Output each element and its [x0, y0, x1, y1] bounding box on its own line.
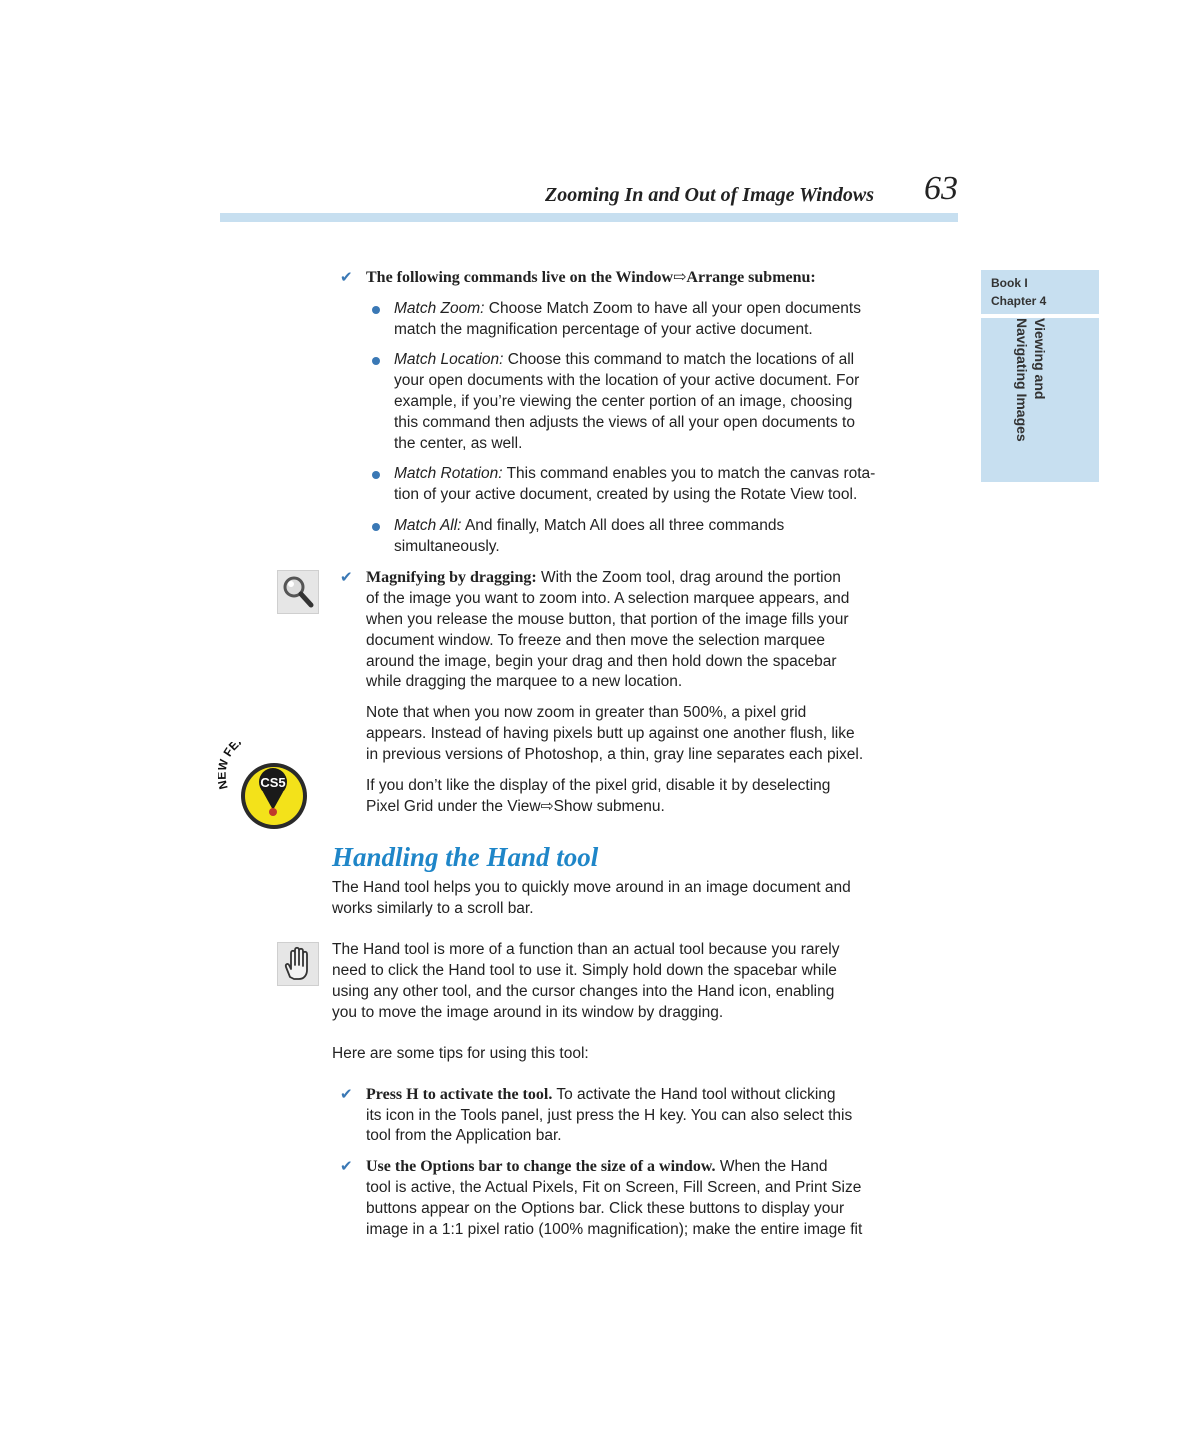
text-line: need to click the Hand tool to use it. Simply hold down the spacebar while — [332, 962, 837, 979]
term-match-location: Match Location: — [394, 351, 504, 368]
tip-options-bar: Use the Options bar to change the size of a window. When the Hand — [366, 1158, 828, 1175]
text-line: The Hand tool is more of a function than an actual tool because you rarely — [332, 941, 840, 958]
text-line: this command then adjusts the views of all your open documents to — [394, 414, 855, 431]
running-head — [220, 172, 958, 212]
text-line: image in a 1:1 pixel ratio (100% magnification); make the entire image fit — [366, 1221, 863, 1238]
header-rule — [220, 213, 958, 222]
list-item-match-location: Match Location: Choose this command to match the locations of all — [394, 351, 855, 368]
bullet-icon — [372, 306, 380, 314]
text-line: If you don’t like the display of the pixel grid, disable it by deselecting — [366, 777, 831, 794]
zoom-tool-icon — [277, 570, 319, 614]
side-tab-book: Book I — [991, 276, 1028, 290]
check-bullet-icon: ✔ — [340, 569, 353, 586]
text-line: around the image, begin your drag and then hold down the spacebar — [366, 653, 837, 670]
tip-options-bar-lead: Use the Options bar to change the size of a window. — [366, 1158, 716, 1175]
text-line: Pixel Grid under the View⇨Show submenu. — [366, 798, 665, 815]
term-match-zoom: Match Zoom: — [394, 300, 485, 317]
magnify-lead: Magnifying by dragging: — [366, 569, 537, 586]
text-line: its icon in the Tools panel, just press the H key. You can also select this — [366, 1107, 853, 1124]
new-feature-badge — [218, 742, 314, 834]
side-tab-book-chapter — [981, 270, 1099, 314]
hand-tool-icon — [277, 942, 319, 986]
badge-label: CS5 — [260, 775, 286, 790]
side-tab-topic — [981, 318, 1099, 482]
bullet-icon — [372, 357, 380, 365]
text-line: of the image you want to zoom into. A selection marquee appears, and — [366, 590, 850, 607]
side-tab-topic-line2: Navigating Images — [1014, 318, 1030, 442]
tip-press-h-lead: Press H to activate the tool. — [366, 1086, 553, 1103]
tip-press-h: Press H to activate the tool. To activate the Hand tool without clicking — [366, 1086, 836, 1103]
text-line: using any other tool, and the cursor changes into the Hand icon, enabling — [332, 983, 835, 1000]
side-tab-chapter: Chapter 4 — [991, 294, 1047, 308]
running-title: Zooming In and Out of Image Windows — [545, 184, 874, 206]
text-line: tool is active, the Actual Pixels, Fit on Screen, Fill Screen, and Print Size — [366, 1179, 862, 1196]
badge-top-text: FE — [220, 742, 242, 760]
list1-lead: The following commands live on the Window⇨Arrange submenu: — [366, 269, 816, 286]
list-item-match-all: Match All: And finally, Match All does all three commands — [394, 517, 785, 534]
magnify-first-line: Magnifying by dragging: With the Zoom tool, drag around the portion — [366, 569, 841, 586]
term-match-all: Match All: — [394, 517, 462, 534]
text-line: The Hand tool helps you to quickly move around in an image document and — [332, 879, 851, 896]
text-line: match the magnification percentage of your active document. — [394, 321, 813, 338]
text-line: works similarly to a scroll bar. — [332, 900, 534, 917]
text-line: tion of your active document, created by using the Rotate View tool. — [394, 486, 858, 503]
text-line: document window. To freeze and then move the selection marquee — [366, 632, 825, 649]
text-line: appears. Instead of having pixels butt up against one another flush, like — [366, 725, 855, 742]
text-line: buttons appear on the Options bar. Click these buttons to display your — [366, 1200, 845, 1217]
bullet-icon — [372, 523, 380, 531]
text-line: simultaneously. — [394, 538, 500, 555]
section-heading: Handling the Hand tool — [332, 842, 599, 872]
side-tab-topic-line1: Viewing and — [1032, 318, 1048, 400]
text-line: tool from the Application bar. — [366, 1127, 562, 1144]
check-bullet-icon: ✔ — [340, 1086, 353, 1103]
bullet-icon — [372, 471, 380, 479]
text-line: your open documents with the location of your active document. For — [394, 372, 860, 389]
page-number: 63 — [924, 170, 958, 207]
term-match-rotation: Match Rotation: — [394, 465, 503, 482]
text-line: example, if you’re viewing the center portion of an image, choosing — [394, 393, 853, 410]
text-line: Note that when you now zoom in greater than 500%, a pixel grid — [366, 704, 807, 721]
check-bullet-icon: ✔ — [340, 1158, 353, 1175]
tips-intro: Here are some tips for using this tool: — [332, 1045, 589, 1062]
list-item-match-zoom: Match Zoom: Choose Match Zoom to have all your open documents — [394, 300, 861, 317]
text-line: you to move the image around in its window by dragging. — [332, 1004, 724, 1021]
text-line: when you release the mouse button, that portion of the image fills your — [366, 611, 849, 628]
text-line: while dragging the marquee to a new location. — [366, 673, 683, 690]
check-bullet-icon: ✔ — [340, 269, 353, 286]
text-line: the center, as well. — [394, 435, 523, 452]
text-line: in previous versions of Photoshop, a thin, gray line separates each pixel. — [366, 746, 864, 763]
list-item-match-rotation: Match Rotation: This command enables you to match the canvas rota- — [394, 465, 876, 482]
